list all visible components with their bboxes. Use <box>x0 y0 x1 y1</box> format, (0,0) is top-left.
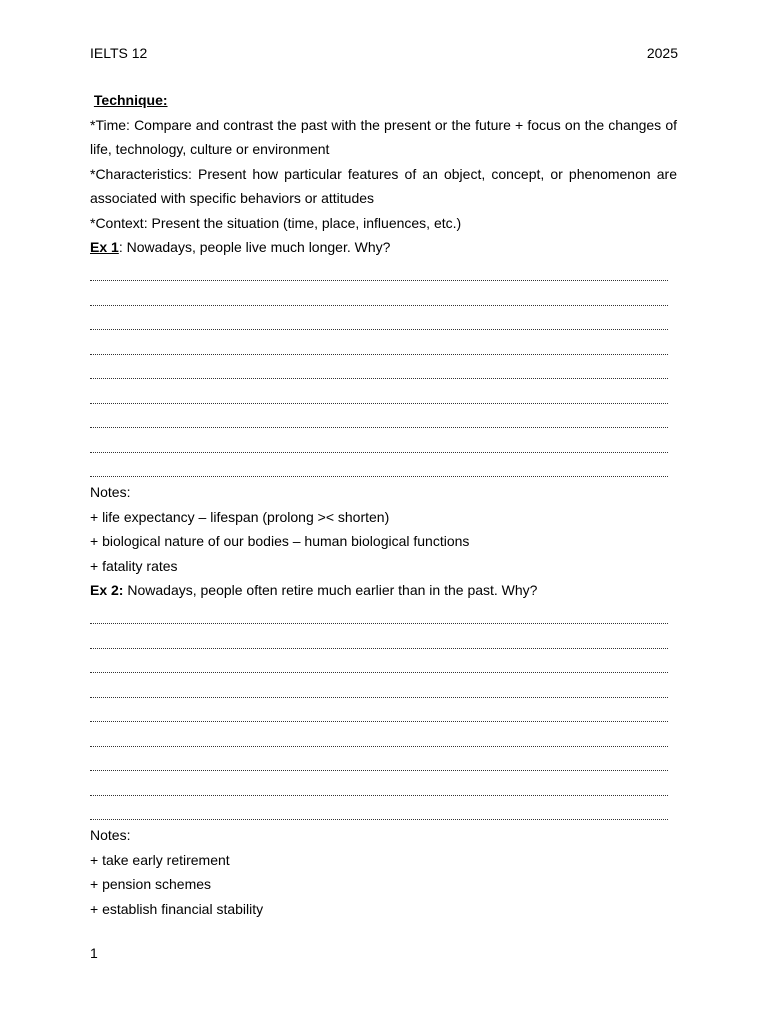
ex1-note-item: + fatality rates <box>90 557 178 574</box>
ex1-question-text: : Nowadays, people live much longer. Why? <box>118 239 391 255</box>
ex2-answer-line[interactable] <box>90 799 677 824</box>
technique-characteristics-line-2: associated with specific behaviors or attitudes <box>90 190 375 206</box>
ex1-note-item: + biological nature of our bodies – human biological functions <box>90 533 470 549</box>
ex1-answer-line[interactable] <box>90 260 677 285</box>
technique-time-line-1: *Time: Compare and contrast the past with the present or the future + focus on the changes of <box>90 116 677 133</box>
ex1-note-item: + life expectancy – lifespan (prolong >< shorten) <box>90 508 390 525</box>
ex2-answer-line[interactable] <box>90 774 677 799</box>
ex1-answer-line[interactable] <box>90 456 677 481</box>
ex2-answer-line[interactable] <box>90 725 677 750</box>
technique-context: *Context: Present the situation (time, place, influences, etc.) <box>90 214 462 231</box>
ex2-question-text: Nowadays, people often retire much earlier than in the past. Why? <box>123 582 538 598</box>
ex2-note-item: + pension schemes <box>90 876 212 892</box>
ex2-question <box>90 578 677 603</box>
technique-time-line-2: life, technology, culture or environment <box>90 141 330 157</box>
technique-characteristics-line-1: *Characteristics: Present how particular features of an object, concept, or phenomenon are <box>90 165 677 182</box>
ex2-answer-line[interactable] <box>90 676 677 701</box>
ex2-answer-line[interactable] <box>90 603 677 628</box>
ex2-note-item: + take early retirement <box>90 851 230 868</box>
ex2-note-item: + establish financial stability <box>90 900 264 917</box>
ex2-answer-line[interactable] <box>90 750 677 775</box>
ex1-answer-line[interactable] <box>90 309 677 334</box>
page-content <box>90 88 677 921</box>
ex1-answer-line[interactable] <box>90 431 677 456</box>
ex1-answer-line[interactable] <box>90 358 677 383</box>
ex1-answer-line[interactable] <box>90 333 677 358</box>
ex1-notes-title: Notes: <box>90 484 131 500</box>
ex2-answer-line[interactable] <box>90 701 677 726</box>
ex2-answer-line[interactable] <box>90 652 677 677</box>
header-course-title: IELTS 12 <box>90 45 148 61</box>
ex1-label: Ex 1 <box>90 239 119 255</box>
ex1-answer-line[interactable] <box>90 284 677 309</box>
technique-title: Technique: <box>93 92 168 108</box>
ex2-notes-title: Notes: <box>90 827 131 843</box>
ex1-answer-line[interactable] <box>90 407 677 432</box>
header-year: 2025 <box>646 45 678 61</box>
ex2-answer-line[interactable] <box>90 627 677 652</box>
technique-heading <box>90 88 677 113</box>
ex1-answer-line[interactable] <box>90 382 677 407</box>
ex1-question <box>90 235 677 260</box>
page-number: 1 <box>90 945 98 961</box>
ex2-label: Ex 2: <box>90 582 124 598</box>
